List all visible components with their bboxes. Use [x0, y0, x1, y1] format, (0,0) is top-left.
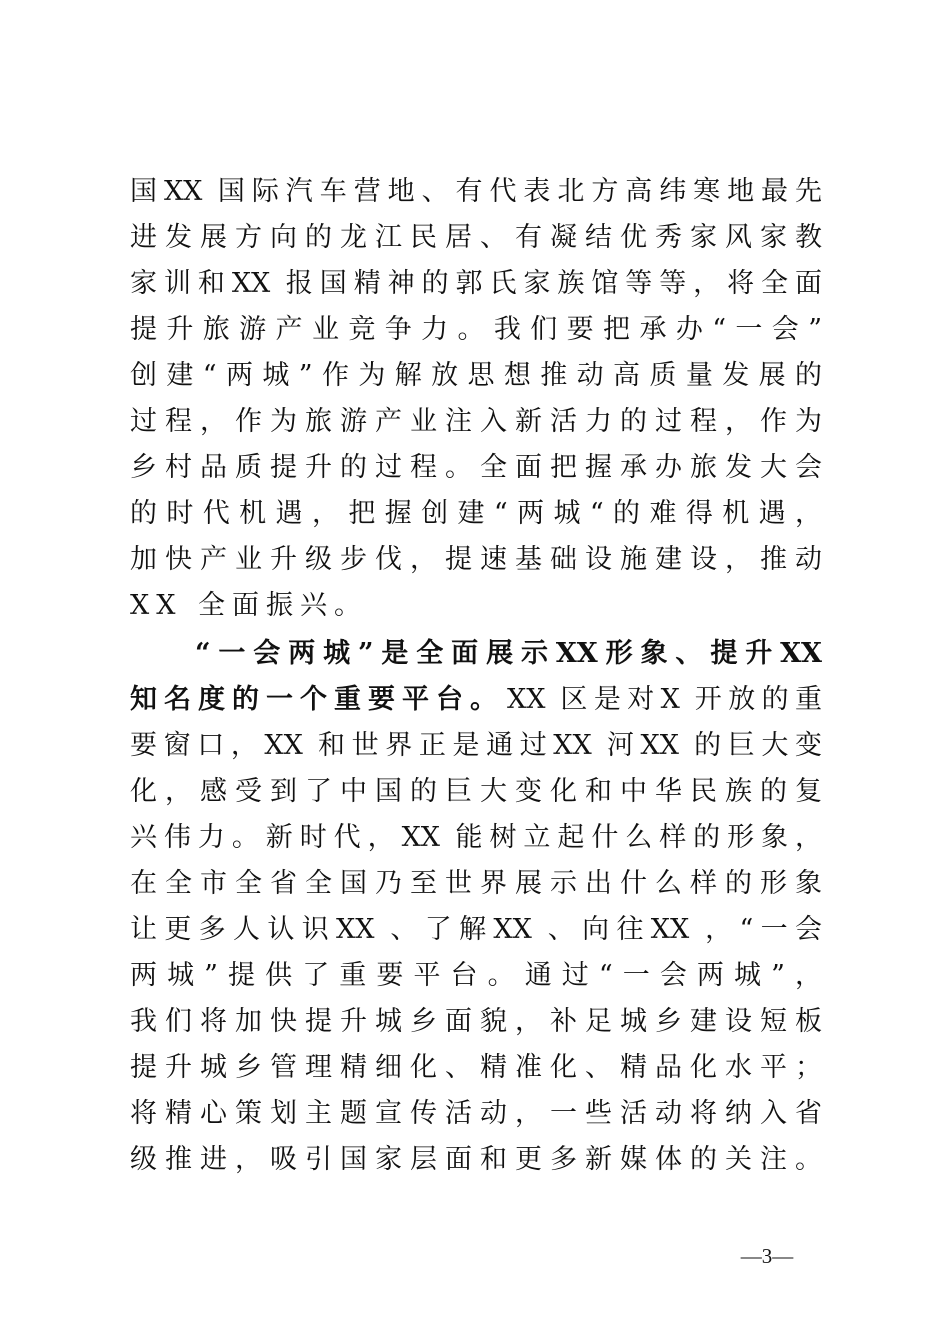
- text-line-1: 国XX 国际汽车营地、有代表北方高纬寒地最先: [130, 176, 822, 207]
- text-line-7: 乡村品质提升的过程。全面把握承办旅发大会: [130, 452, 822, 483]
- text-line-5: 创建“两城”作为解放思想推动高质量发展的: [130, 360, 822, 391]
- text-line-21: 将精心策划主题宣传活动，一些活动将纳入省: [130, 1098, 822, 1129]
- paragraph-heading-line-2: 知名度的一个重要平台。: [130, 684, 504, 715]
- text-line-6: 过程，作为旅游产业注入新活力的过程，作为: [130, 406, 822, 437]
- page-number: —3—: [740, 1244, 794, 1268]
- text-line-18: 两城”提供了重要平台。通过“一会两城”，: [130, 960, 822, 991]
- text-line-17: 让更多人认识XX 、了解XX 、向往XX ，“一会: [130, 914, 822, 945]
- text-line-8: 的时代机遇，把握创建“两城“的难得机遇，: [130, 498, 822, 529]
- text-line-13: 要窗口，XX 和世界正是通过XX 河XX 的巨大变: [130, 730, 822, 761]
- text-line-10: XX 全面振兴。: [130, 590, 369, 621]
- text-line-19: 我们将加快提升城乡面貌，补足城乡建设短板: [130, 1006, 822, 1037]
- text-line-2: 进发展方向的龙江民居、有凝结优秀家风家教: [130, 222, 822, 253]
- text-line-22: 级推进，吸引国家层面和更多新媒体的关注。: [130, 1144, 822, 1175]
- text-line-12: XX 区是对X 开放的重: [507, 684, 822, 715]
- paragraph-heading-line-1: “一会两城”是全面展示XX形象、提升XX: [195, 638, 822, 669]
- text-line-14: 化，感受到了中国的巨大变化和中华民族的复: [130, 776, 822, 807]
- text-line-20: 提升城乡管理精细化、精准化、精品化水平；: [130, 1052, 822, 1083]
- text-line-3: 家训和XX 报国精神的郭氏家族馆等等，将全面: [130, 268, 822, 299]
- text-line-4: 提升旅游产业竞争力。我们要把承办“一会”: [130, 314, 822, 345]
- text-line-16: 在全市全省全国乃至世界展示出什么样的形象: [130, 868, 822, 899]
- text-line-9: 加快产业升级步伐，提速基础设施建设，推动: [130, 544, 822, 575]
- text-line-15: 兴伟力。新时代，XX 能树立起什么样的形象，: [130, 822, 822, 853]
